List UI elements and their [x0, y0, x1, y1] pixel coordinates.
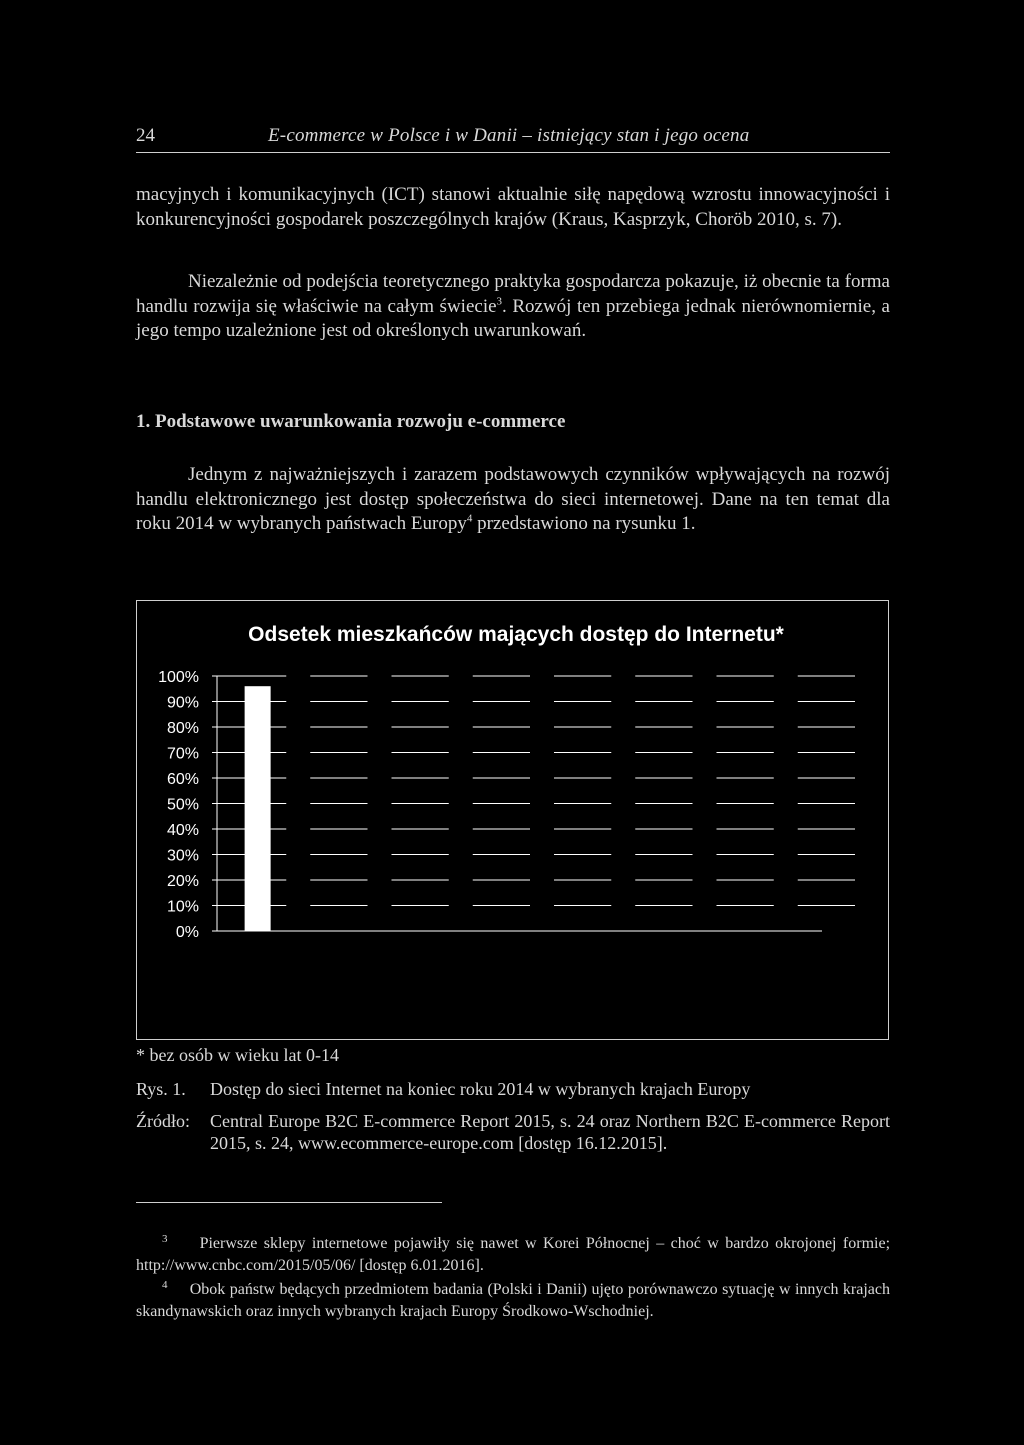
chart-bars — [245, 686, 271, 931]
y-tick-label: 10% — [166, 898, 199, 916]
y-tick-label: 70% — [166, 745, 199, 763]
y-tick-label: 50% — [166, 796, 199, 814]
footnote-3-mark: 3 — [162, 1233, 168, 1245]
figure-caption-text: Dostęp do sieci Internet na koniec roku 2014 w wybranych krajach Europy — [210, 1079, 751, 1099]
running-title: E-commerce w Polsce i w Danii – istniejący stan i jego ocena — [268, 125, 750, 146]
paragraph-continued: macyjnych i komunikacyjnych (ICT) stanowi aktualnie siłę napędową wzrostu innowacyjności i konkurencyjności gospodarek poszczególnych krajów (Kraus, Kasprzyk, Choröb 2010, s. 7). — [136, 184, 890, 230]
chart-note: * bez osób w wieku lat 0-14 — [136, 1045, 339, 1065]
section-title: 1. Podstawowe uwarunkowania rozwoju e-commerce — [136, 411, 566, 432]
y-tick-label: 80% — [166, 720, 199, 737]
source-text: Central Europe B2C E-commerce Report 2015, s. 24 oraz Northern B2C E-commerce Report 2015, s. 24, www.ecommerce-europe.com [dostęp 16.12.2015]. — [210, 1111, 890, 1153]
footnote-4-text: Obok państw będących przedmiotem badania (Polski i Danii) ujęto porównawczo sytuację w innych krajach skandynawskich oraz innych wybranych krajach Europy Środkowo-Wschodniej. — [136, 1281, 891, 1320]
chart-svg — [137, 601, 888, 1039]
y-tick-label: 0% — [175, 924, 199, 941]
footnote-3-text: Pierwsze sklepy internetowe pojawiły się nawet w Korei Północnej – choć w bardzo okrojonej formie; http://www.cnbc.com/2015/05/06/ [dostęp 6.01.2016]. — [136, 1235, 891, 1274]
footnote-ref-3: 3 — [496, 295, 503, 308]
footnote-4 — [136, 1280, 890, 1321]
paragraph-practice — [136, 270, 890, 344]
y-tick-label: 90% — [166, 694, 199, 712]
footnote-4-mark: 4 — [162, 1279, 168, 1291]
chart-title: Odsetek mieszkańców mających dostęp do Internetu* — [248, 623, 784, 646]
figure-label: Rys. 1. — [136, 1079, 186, 1099]
footnote-separator — [136, 1202, 442, 1203]
y-tick-label: 40% — [166, 822, 199, 839]
paragraph-practice-text: Niezależnie od podejścia teoretycznego praktyka gospodarcza pokazuje, iż obecnie ta forma handlu rozwija się właściwie na całym świecie — [136, 271, 890, 317]
y-tick-label: 30% — [166, 847, 199, 865]
source-label: Źródło: — [136, 1111, 190, 1131]
chart-figure — [136, 600, 889, 1040]
footnote-ref-4: 4 — [466, 512, 473, 525]
y-tick-label: 100% — [158, 669, 199, 686]
bar — [245, 686, 271, 931]
chart-gridlines — [217, 676, 855, 906]
y-tick-label: 20% — [166, 873, 199, 890]
paragraph-internet-text: Jednym z najważniejszych i zarazem podstawowych czynników wpływających na rozwój handlu elektronicznego jest dostęp społeczeństwa do sieci internetowej. Dane na ten temat dla roku 2014 w wybranych państwach Europy — [136, 464, 890, 534]
paragraph-practice-tail: . Rozwój ten przebiega jednak nierównomiernie, a jego tempo uzależnione jest od określonych uwarunkowań. — [136, 295, 890, 341]
running-header — [136, 124, 890, 153]
y-tick-label: 60% — [166, 771, 199, 788]
paragraph-internet-tail: przedstawiono na rysunku 1. — [472, 513, 696, 534]
footnote-3 — [136, 1234, 890, 1275]
paragraph-internet-access — [136, 463, 890, 537]
page-number: 24 — [136, 125, 155, 146]
